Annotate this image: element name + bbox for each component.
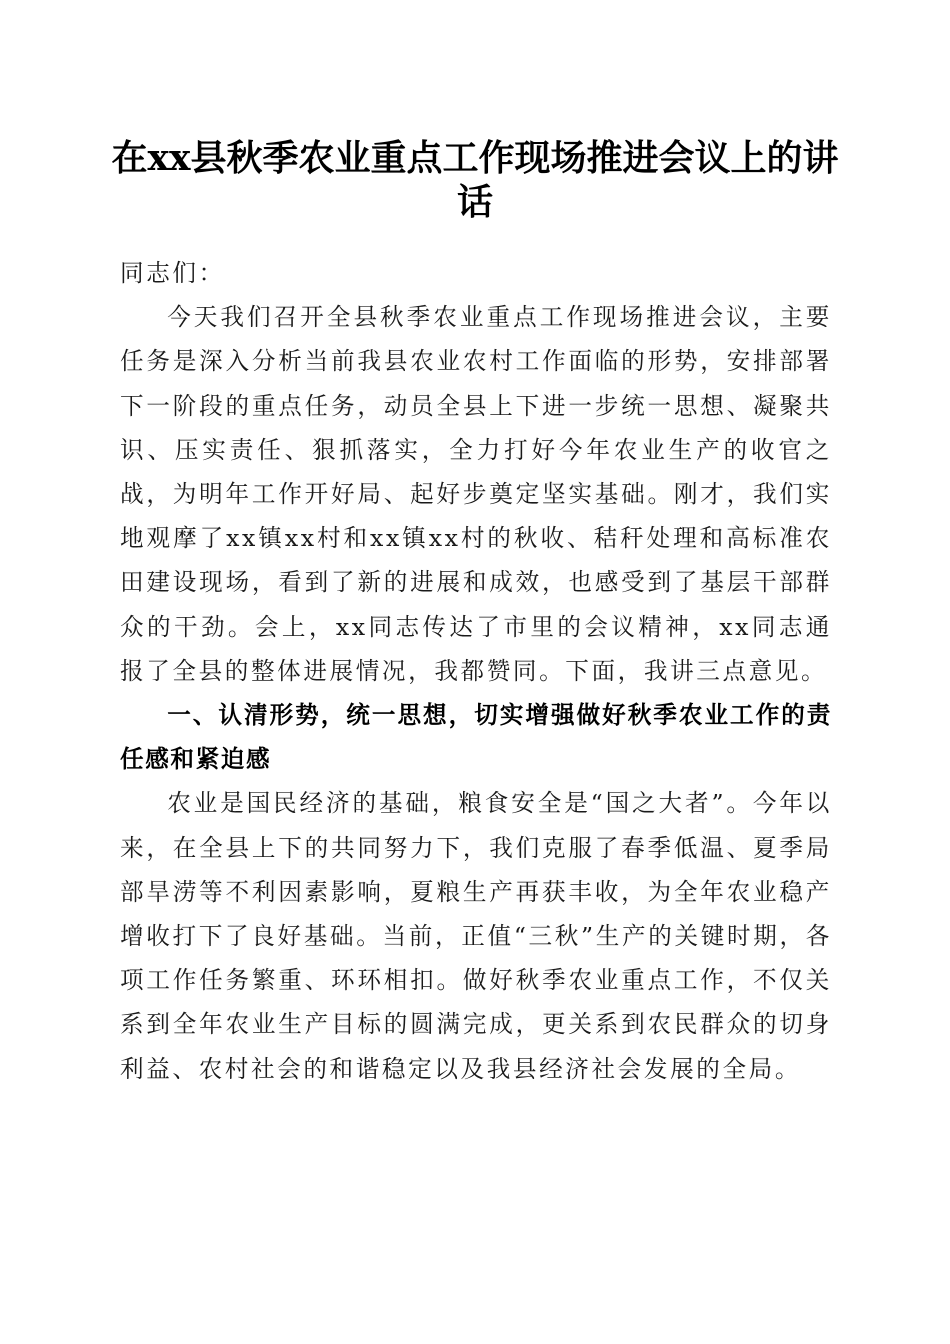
salutation: 同志们： [120, 259, 225, 287]
document-body [120, 251, 832, 1091]
section-1-paragraph: 农业是国民经济的基础，粮食安全是“国之大者”。今年以来，在全县上下的共同努力下，我们克服了春季低温、夏季局部旱涝等不利因素影响，夏粮生产再获丰收，为全年农业稳产增收打下了良好基础。当前，正值“三秋”生产的关键时期，各项工作任务繁重、环环相扣。做好秋季农业重点工作，不仅关系到全年农业生产目标的圆满完成，更关系到农民群众的切身利益、农村社会的和谐稳定以及我县经济社会发展的全局。 [120, 789, 832, 1083]
document-title: 在xx县秋季农业重点工作现场推进会议上的讲话 [111, 137, 839, 223]
opening-paragraph: 今天我们召开全县秋季农业重点工作现场推进会议，主要任务是深入分析当前我县农业农村工作面临的形势，安排部署下一阶段的重点任务，动员全县上下进一步统一思想、凝聚共识、压实责任、狠抓落实，全力打好今年农业生产的收官之战，为明年工作开好局、起好步奠定坚实基础。刚才，我们实地观摩了xx镇xx村和xx镇xx村的秋收、秸秆处理和高标准农田建设现场，看到了新的进展和成效，也感受到了基层干部群众的干劲。会上，xx同志传达了市里的会议精神，xx同志通报了全县的整体进展情况，我都赞同。下面，我讲三点意见。 [120, 303, 832, 685]
section-heading-1: 一、认清形势，统一思想，切实增强做好秋季农业工作的责任感和紧迫感 [120, 701, 832, 774]
